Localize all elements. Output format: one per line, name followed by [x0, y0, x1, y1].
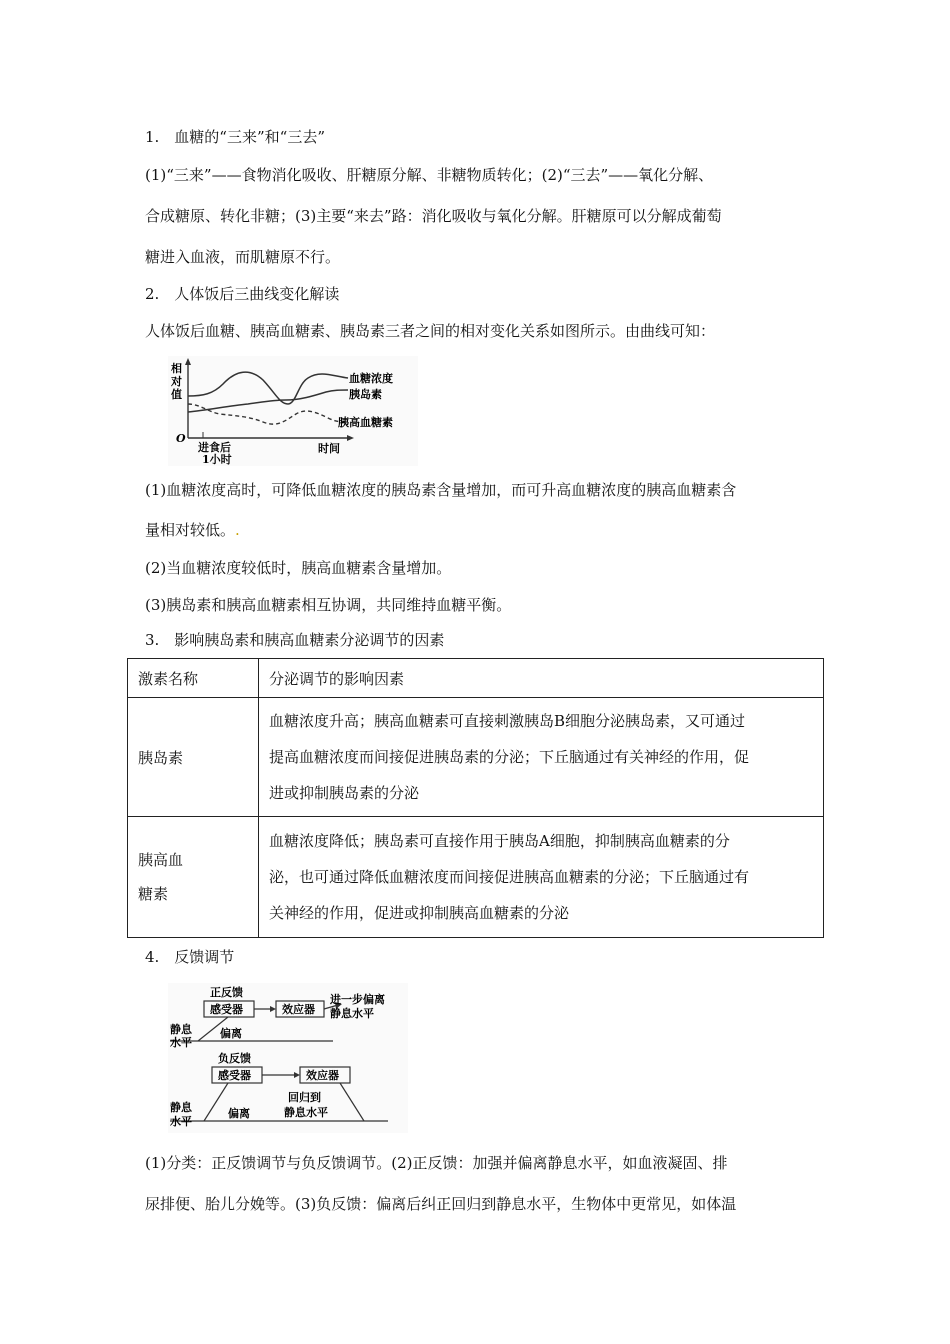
positive-baseline-1: 静息: [170, 1023, 192, 1036]
hormone-factor-table: [127, 658, 824, 938]
factor-line: 进或抑制胰岛素的分泌: [269, 784, 420, 802]
factor-line: 血糖浓度升高；胰高血糖素可直接刺激胰岛B细胞分泌胰岛素，又可通过: [269, 712, 746, 730]
positive-receptor-label: 感受器: [210, 1003, 243, 1016]
y-axis-label-1: 相: [171, 362, 182, 375]
negative-result-1: 回归到: [288, 1091, 321, 1104]
section2-point-3: (3)胰岛素和胰高血糖素相互协调，共同维持血糖平衡。: [145, 596, 512, 614]
x-axis-label: 时间: [318, 442, 340, 455]
hormone-curve-figure: [168, 356, 418, 466]
origin-label: O: [176, 432, 186, 445]
tick-label-2: 1小时: [202, 453, 232, 466]
hormone-name-glucagon-1: 胰高血: [138, 851, 184, 869]
table-cell-factors: [259, 817, 824, 938]
section2-heading: 2. 人体饭后三曲线变化解读: [145, 285, 340, 303]
negative-result-2: 静息水平: [284, 1106, 328, 1119]
positive-feedback-title: 正反馈: [210, 986, 243, 999]
section2-point-1: (1)血糖浓度高时，可降低血糖浓度的胰岛素含量增加，而可升高血糖浓度的胰高血糖素含: [145, 481, 737, 499]
positive-effector-label: 效应器: [282, 1003, 315, 1016]
table-header-cell: 分泌调节的影响因素: [259, 659, 824, 698]
table-cell-factors: [259, 698, 824, 817]
hormone-name-insulin: 胰岛素: [138, 748, 184, 767]
negative-feedback-title: 负反馈: [218, 1052, 251, 1065]
table-header-row: [128, 659, 824, 698]
section1-line-1: (1)“三来”——食物消化吸收、肝糖原分解、非糖物质转化；(2)“三去”——氧化分解、: [145, 166, 714, 184]
tick-label-1: 进食后: [198, 441, 231, 454]
table-row: [128, 817, 824, 938]
negative-baseline-2: 水平: [170, 1115, 192, 1128]
yellow-dot-mark: .: [235, 521, 240, 539]
section1-heading: 1. 血糖的“三来”和“三去”: [145, 128, 325, 146]
legend-glucagon: 胰高血糖素: [338, 416, 393, 429]
section2-point-1-cont: [145, 519, 240, 540]
positive-deviation: 偏离: [220, 1027, 242, 1040]
feedback-diagram: [168, 983, 408, 1133]
factor-line: 关神经的作用，促进或抑制胰高血糖素的分泌: [269, 904, 570, 922]
section1-line-2: 合成糖原、转化非糖；(3)主要“来去”路：消化吸收与氧化分解。肝糖原可以分解成葡萄: [145, 207, 722, 225]
positive-result-2: 静息水平: [330, 1007, 374, 1020]
hormone-name-glucagon-2: 糖素: [138, 885, 169, 903]
y-axis-label-2: 对: [171, 375, 182, 388]
section2-point-2: (2)当血糖浓度较低时，胰高血糖素含量增加。: [145, 559, 452, 577]
table-cell-hormone-name: [128, 698, 259, 817]
section3-heading: 3. 影响胰岛素和胰高血糖素分泌调节的因素: [145, 631, 445, 649]
negative-receptor-label: 感受器: [218, 1069, 251, 1082]
factor-line: 提高血糖浓度而间接促进胰岛素的分泌；下丘脑通过有关神经的作用，促: [269, 748, 750, 766]
legend-insulin: 胰岛素: [349, 388, 382, 401]
legend-blood-sugar: 血糖浓度: [349, 372, 393, 385]
table-row: [128, 698, 824, 817]
y-axis-label-3: 值: [171, 388, 182, 401]
table-header-cell: 激素名称: [128, 659, 259, 698]
negative-effector-label: 效应器: [306, 1069, 339, 1082]
negative-baseline-1: 静息: [170, 1101, 192, 1114]
positive-result-1: 进一步偏离: [330, 993, 385, 1006]
factor-line: 泌，也可通过降低血糖浓度而间接促进胰高血糖素的分泌；下丘脑通过有: [269, 868, 750, 886]
section4-line-2: 尿排便、胎儿分娩等。(3)负反馈：偏离后纠正回归到静息水平，生物体中更常见，如体温: [145, 1195, 737, 1213]
table-cell-hormone-name: [128, 817, 259, 938]
section4-heading: 4. 反馈调节: [145, 948, 235, 966]
negative-deviation: 偏离: [228, 1107, 250, 1120]
section2-point-1-tail: 量相对较低。: [145, 521, 236, 539]
section1-line-3: 糖进入血液，而肌糖原不行。: [145, 248, 341, 266]
factor-line: 血糖浓度降低；胰岛素可直接作用于胰岛A细胞，抑制胰高血糖素的分: [269, 832, 730, 850]
section2-intro: 人体饭后血糖、胰高血糖素、胰岛素三者之间的相对变化关系如图所示。由曲线可知：: [145, 322, 716, 340]
positive-baseline-2: 水平: [170, 1036, 192, 1049]
section4-line-1: (1)分类：正反馈调节与负反馈调节。(2)正反馈：加强并偏离静息水平，如血液凝固、排: [145, 1154, 728, 1172]
